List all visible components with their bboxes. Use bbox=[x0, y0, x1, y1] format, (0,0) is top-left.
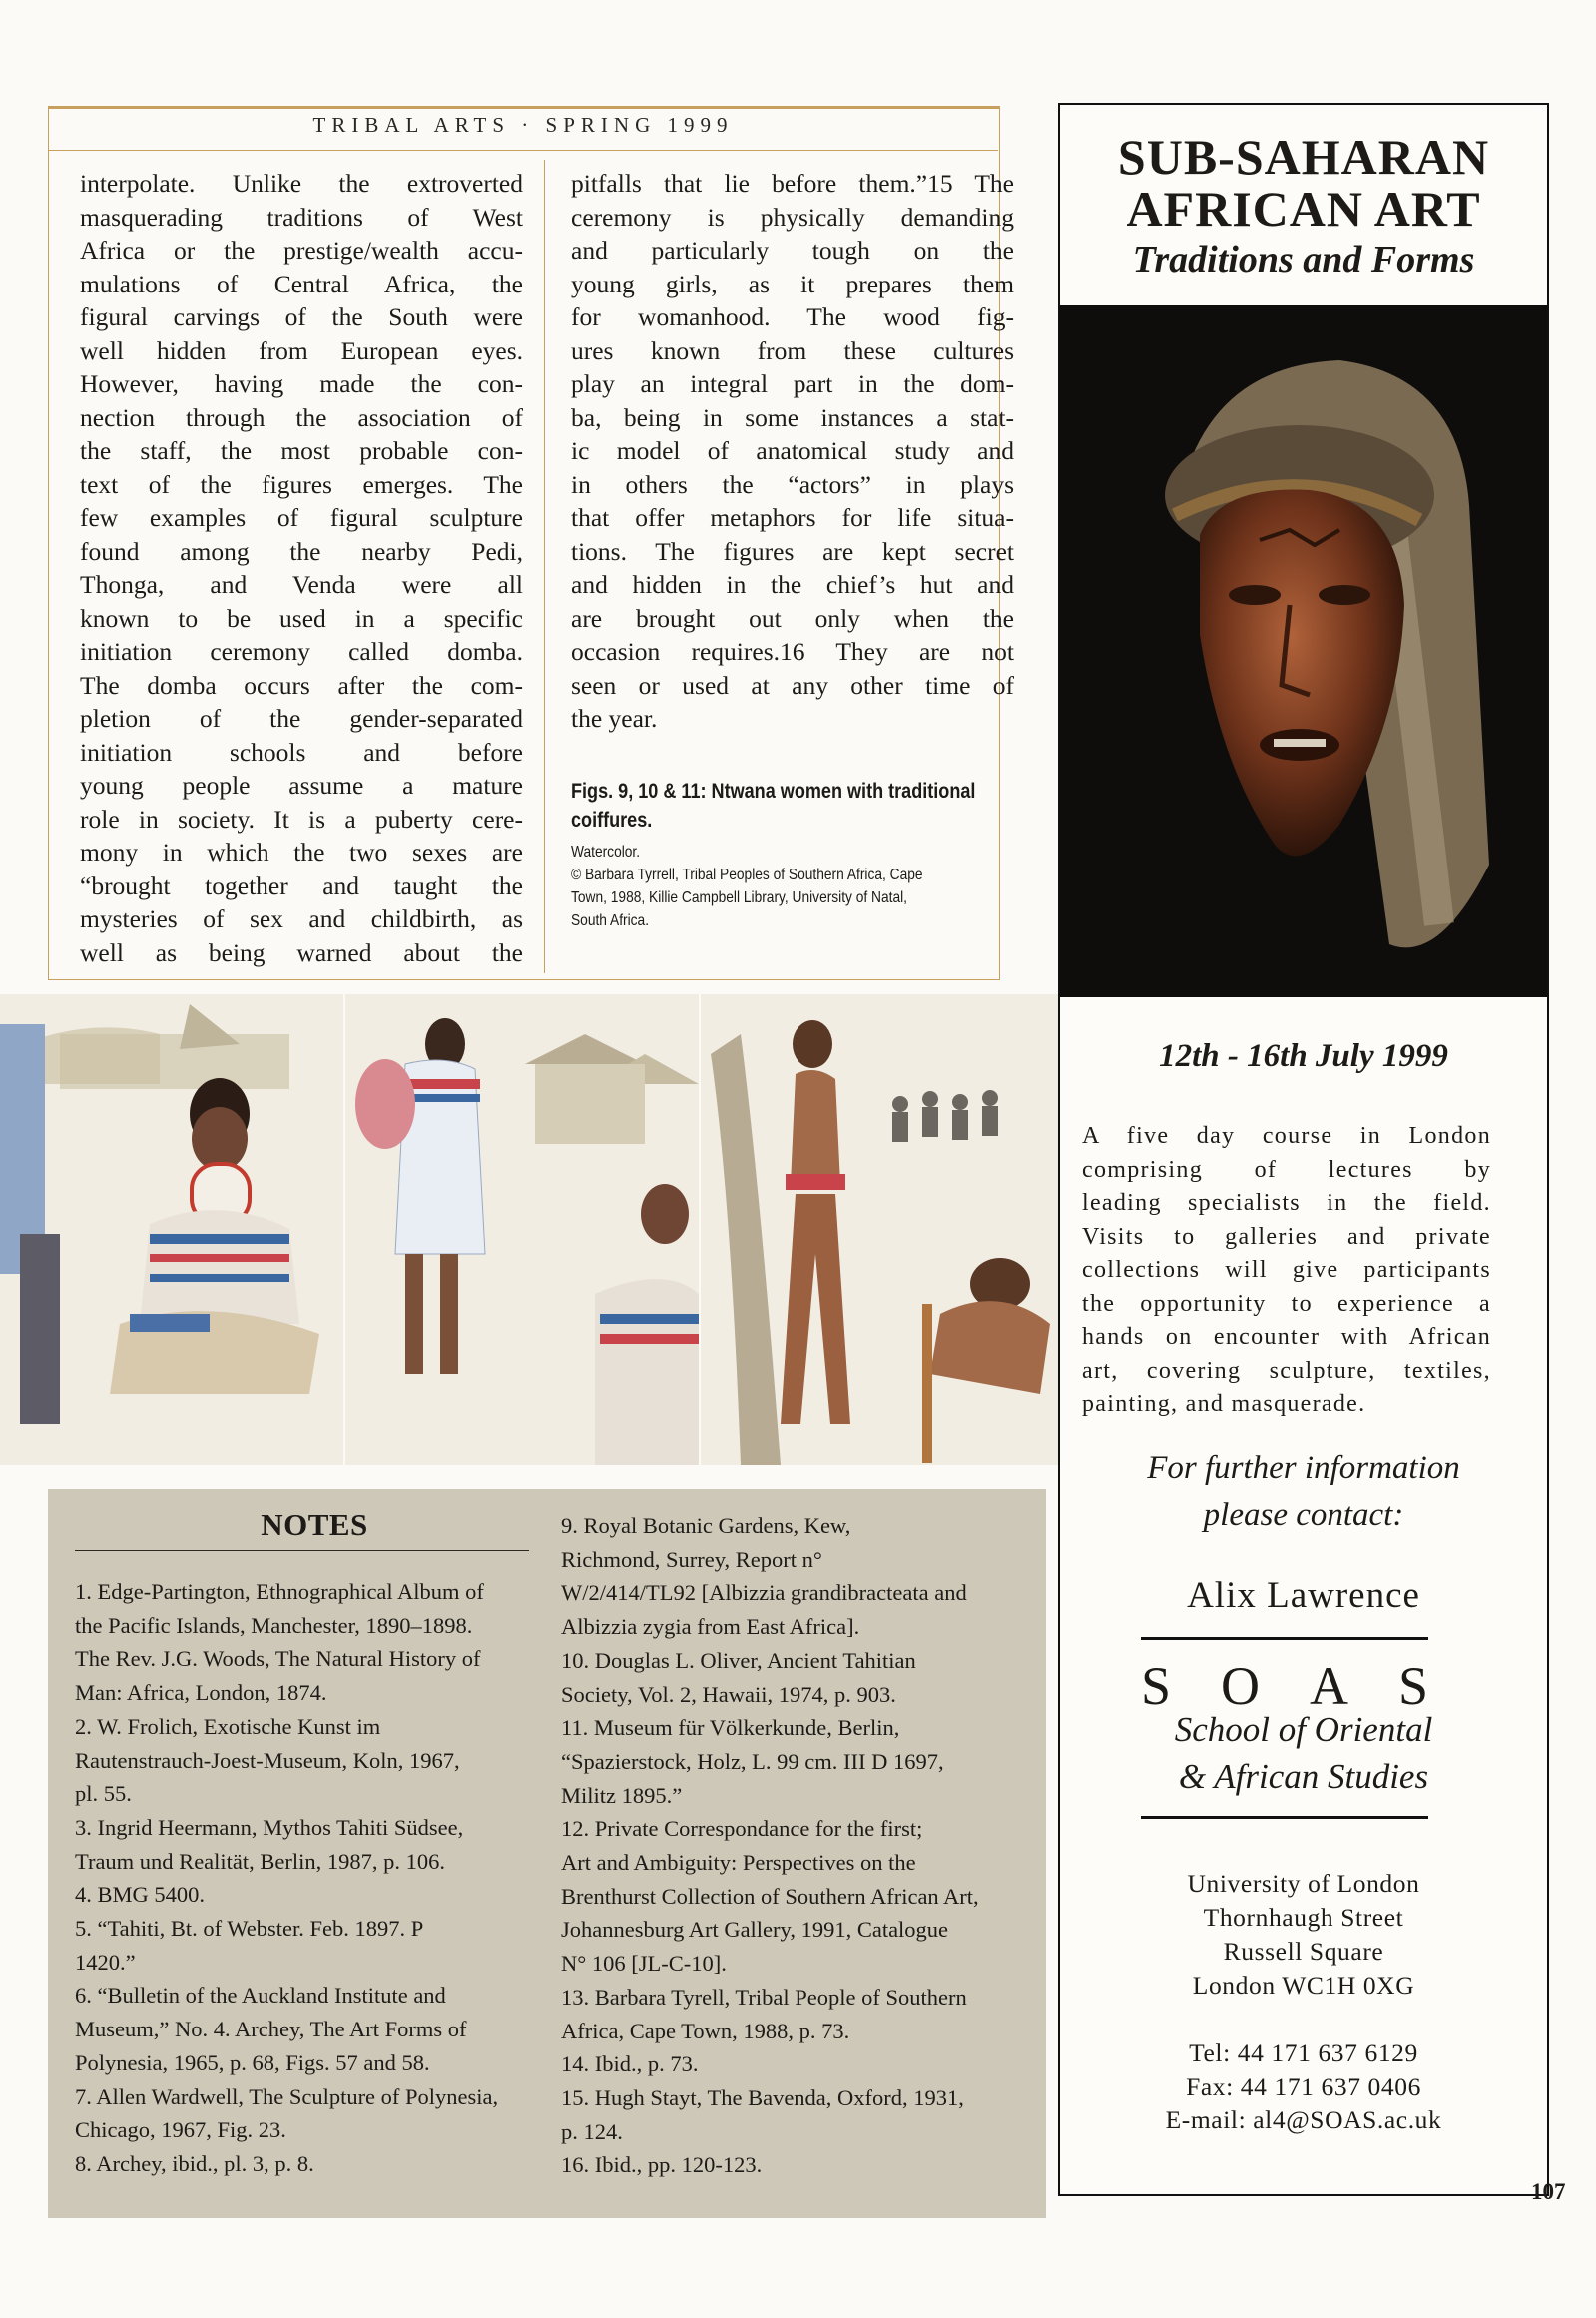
soas-logo-rule-top bbox=[1141, 1637, 1428, 1640]
body-line: for womanhood. The wood fig- bbox=[571, 302, 1014, 331]
note-line: 4. BMG 5400. bbox=[75, 1882, 206, 1908]
notes-column-1 bbox=[75, 1575, 498, 2181]
advert-description-line: Visits to galleries and private bbox=[1082, 1223, 1491, 1250]
body-line: “brought together and taught the bbox=[80, 870, 523, 900]
body-line: tions. The figures are kept secret bbox=[571, 536, 1014, 566]
body-line: ures known from these cultures bbox=[571, 335, 1014, 365]
body-line: pitfalls that lie before them.”15 The bbox=[571, 169, 1014, 198]
note-line: 11. Museum für Völkerkunde, Berlin, bbox=[561, 1715, 900, 1741]
telephone: Tel: 44 171 637 6129 bbox=[1189, 2038, 1418, 2067]
fax: Fax: 44 171 637 0406 bbox=[1186, 2071, 1421, 2101]
body-line: However, having made the con- bbox=[80, 369, 523, 398]
note-line: Museum,” No. 4. Archey, The Art Forms of bbox=[75, 2017, 467, 2042]
body-line: text of the figures emerges. The bbox=[80, 469, 523, 499]
article-column-2 bbox=[571, 167, 1014, 736]
page-number: 107 bbox=[1531, 2179, 1566, 2204]
notes-title: NOTES bbox=[261, 1507, 368, 1542]
body-line: occasion requires.16 They are not bbox=[571, 637, 1014, 666]
body-line: young girls, as it prepares them bbox=[571, 269, 1014, 298]
note-line: 5. “Tahiti, Bt. of Webster. Feb. 1897. P bbox=[75, 1916, 424, 1942]
body-line: are brought out only when the bbox=[571, 603, 1014, 633]
note-line: Richmond, Surrey, Report n° bbox=[561, 1546, 822, 1572]
note-line: the Pacific Islands, Manchester, 1890–1898. bbox=[75, 1612, 473, 1638]
note-line: 6. “Bulletin of the Auckland Institute and bbox=[75, 1983, 446, 2009]
soas-letter: A bbox=[1309, 1656, 1348, 1716]
soas-letter: S bbox=[1397, 1656, 1428, 1716]
body-line: nection through the association of bbox=[80, 402, 523, 432]
note-line: 10. Douglas L. Oliver, Ancient Tahitian bbox=[561, 1647, 916, 1673]
school-name-line-1: School of Oriental bbox=[1174, 1710, 1433, 1749]
body-line: ceremony is physically demanding bbox=[571, 202, 1014, 232]
body-line: Thonga, and Venda were all bbox=[80, 570, 523, 599]
figure-caption bbox=[571, 777, 1000, 932]
note-line: 13. Barbara Tyrell, Tribal People of Southern bbox=[561, 1984, 967, 2010]
body-line: play an integral part in the dom- bbox=[571, 369, 1014, 398]
note-line: Man: Africa, London, 1874. bbox=[75, 1680, 327, 1706]
advert-title-line-1: SUB-SAHARAN bbox=[1117, 129, 1490, 185]
body-line: pletion of the gender-separated bbox=[80, 704, 523, 733]
note-line: 7. Allen Wardwell, The Sculpture of Polynesia, bbox=[75, 2083, 499, 2109]
advert-description-line: collections will give participants bbox=[1082, 1257, 1491, 1283]
advert-title-line-2: AFRICAN ART bbox=[1126, 181, 1481, 237]
address-line: Thornhaugh Street bbox=[1203, 1903, 1404, 1932]
body-line: figural carvings of the South were bbox=[80, 302, 523, 331]
body-line: few examples of figural sculpture bbox=[80, 503, 523, 532]
advert-description bbox=[1082, 1120, 1491, 1422]
advert-contact-line-1: For further information bbox=[1147, 1450, 1460, 1486]
note-line: pl. 55. bbox=[75, 1781, 132, 1807]
note-line: Johannesburg Art Gallery, 1991, Catalogue bbox=[561, 1917, 949, 1943]
advert-description-line: comprising of lectures by bbox=[1082, 1156, 1491, 1183]
note-line: 16. Ibid., pp. 120-123. bbox=[561, 2152, 763, 2178]
body-line: the staff, the most probable con- bbox=[80, 436, 523, 465]
note-line: p. 124. bbox=[561, 2118, 623, 2144]
running-head: TRIBAL ARTS · SPRING 1999 bbox=[312, 113, 734, 137]
body-line: in others the “actors” in plays bbox=[571, 469, 1014, 499]
body-line: Africa or the prestige/wealth accu- bbox=[80, 236, 523, 265]
figure-11-illustration bbox=[701, 994, 1058, 1465]
caption-credit-line: © Barbara Tyrrell, Tribal Peoples of Southern Africa, Cape bbox=[571, 867, 923, 883]
body-line: and particularly tough on the bbox=[571, 236, 1014, 265]
address-line: University of London bbox=[1187, 1869, 1420, 1898]
note-line: 1. Edge-Partington, Ethnographical Album of bbox=[75, 1579, 484, 1604]
soas-logo-rule-bottom bbox=[1141, 1816, 1428, 1819]
note-line: N° 106 [JL-C-10]. bbox=[561, 1951, 727, 1977]
body-line: found among the nearby Pedi, bbox=[80, 536, 523, 566]
body-line: mysteries of sex and childbirth, as bbox=[80, 904, 523, 933]
advert-description-line: A five day course in London bbox=[1082, 1123, 1491, 1149]
soas-letter: S bbox=[1141, 1656, 1172, 1716]
body-line: masquerading traditions of West bbox=[80, 202, 523, 232]
note-line: Brenthurst Collection of Southern African Art, bbox=[561, 1883, 979, 1909]
postal-address bbox=[1060, 1867, 1547, 2003]
figure-caption-credit bbox=[571, 841, 1000, 932]
note-line: 8. Archey, ibid., pl. 3, p. 8. bbox=[75, 2150, 314, 2176]
body-line: young people assume a mature bbox=[80, 771, 523, 800]
body-line: well as being warned about the bbox=[80, 937, 523, 967]
advert-description-line: hands on encounter with African bbox=[1082, 1324, 1491, 1350]
body-line: mony in which the two sexes are bbox=[80, 838, 523, 867]
body-line: and hidden in the chief’s hut and bbox=[571, 570, 1014, 599]
note-line: 15. Hugh Stayt, The Bavenda, Oxford, 1931, bbox=[561, 2084, 964, 2110]
figure-caption-title bbox=[571, 777, 1000, 835]
note-line: Rautenstrauch-Joest-Museum, Koln, 1967, bbox=[75, 1747, 460, 1773]
address-line: Russell Square bbox=[1223, 1937, 1384, 1966]
contact-numbers bbox=[1060, 2036, 1547, 2137]
body-line: The domba occurs after the com- bbox=[80, 670, 523, 700]
notes-rule bbox=[75, 1550, 529, 1551]
header-rule bbox=[48, 150, 998, 151]
notes-column-2 bbox=[561, 1509, 979, 2182]
advert-description-line: art, covering sculpture, textiles, bbox=[1082, 1357, 1491, 1384]
advert-description-line: the opportunity to experience a bbox=[1082, 1290, 1491, 1317]
body-line: seen or used at any other time of bbox=[571, 670, 1014, 700]
advert-dates: 12th - 16th July 1999 bbox=[1159, 1038, 1448, 1074]
body-line: mulations of Central Africa, the bbox=[80, 269, 523, 298]
body-line: the year. bbox=[571, 704, 658, 733]
note-line: 12. Private Correspondance for the first; bbox=[561, 1816, 923, 1842]
advert-contact-line-2: please contact: bbox=[1203, 1497, 1404, 1533]
note-line: Traum und Realität, Berlin, 1987, p. 106. bbox=[75, 1848, 446, 1874]
note-line: 3. Ingrid Heermann, Mythos Tahiti Südsee, bbox=[75, 1814, 464, 1840]
note-line: Art and Ambiguity: Perspectives on the bbox=[561, 1850, 916, 1876]
advert-description-line: leading specialists in the field. bbox=[1082, 1190, 1491, 1216]
body-line: known to be used in a specific bbox=[80, 603, 523, 633]
advert-subtitle: Traditions and Forms bbox=[1132, 239, 1475, 281]
body-line: initiation ceremony called domba. bbox=[80, 637, 523, 666]
caption-credit-line: South Africa. bbox=[571, 912, 650, 929]
caption-credit-line: Watercolor. bbox=[571, 844, 641, 861]
figure-10-illustration bbox=[345, 994, 699, 1465]
note-line: 9. Royal Botanic Gardens, Kew, bbox=[561, 1513, 851, 1538]
note-line: Polynesia, 1965, p. 68, Figs. 57 and 58. bbox=[75, 2049, 430, 2075]
body-line: ba, being in some instances a stat- bbox=[571, 402, 1014, 432]
caption-title-line: coiffures. bbox=[571, 809, 653, 832]
article-column-1 bbox=[80, 167, 523, 969]
note-line: Chicago, 1967, Fig. 23. bbox=[75, 2117, 286, 2143]
column-divider bbox=[544, 160, 545, 973]
figure-9-illustration bbox=[0, 994, 343, 1465]
body-line: ic model of anatomical study and bbox=[571, 436, 1014, 465]
mask-photo bbox=[1060, 305, 1547, 997]
note-line: W/2/414/TL92 [Albizzia grandibracteata and bbox=[561, 1580, 967, 1606]
note-line: Militz 1895.” bbox=[561, 1782, 683, 1808]
caption-title-line: Figs. 9, 10 & 11: Ntwana women with traditional bbox=[571, 780, 976, 803]
note-line: 14. Ibid., p. 73. bbox=[561, 2051, 699, 2077]
contact-name: Alix Lawrence bbox=[1187, 1575, 1420, 1616]
note-line: The Rev. J.G. Woods, The Natural History of bbox=[75, 1646, 481, 1672]
note-line: Africa, Cape Town, 1988, p. 73. bbox=[561, 2018, 850, 2043]
advert-description-line: painting, and masquerade. bbox=[1082, 1391, 1366, 1417]
note-line: Albizzia zygia from East Africa]. bbox=[561, 1614, 860, 1640]
school-name-line-2: & African Studies bbox=[1178, 1757, 1429, 1796]
email: E-mail: al4@SOAS.ac.uk bbox=[1165, 2105, 1442, 2134]
note-line: 2. W. Frolich, Exotische Kunst im bbox=[75, 1713, 381, 1739]
body-line: role in society. It is a puberty cere- bbox=[80, 804, 523, 834]
note-line: “Spazierstock, Holz, L. 99 cm. III D 1697, bbox=[561, 1748, 944, 1774]
body-line: that offer metaphors for life situa- bbox=[571, 503, 1014, 532]
body-line: well hidden from European eyes. bbox=[80, 335, 523, 365]
body-line: initiation schools and before bbox=[80, 737, 523, 767]
soas-logo bbox=[1141, 1655, 1428, 1717]
soas-letter: O bbox=[1221, 1656, 1261, 1716]
caption-credit-line: Town, 1988, Killie Campbell Library, University of Natal, bbox=[571, 889, 908, 906]
body-line: interpolate. Unlike the extroverted bbox=[80, 169, 523, 198]
note-line: 1420.” bbox=[75, 1949, 136, 1975]
address-line: London WC1H 0XG bbox=[1192, 1971, 1415, 2000]
note-line: Society, Vol. 2, Hawaii, 1974, p. 903. bbox=[561, 1681, 896, 1707]
